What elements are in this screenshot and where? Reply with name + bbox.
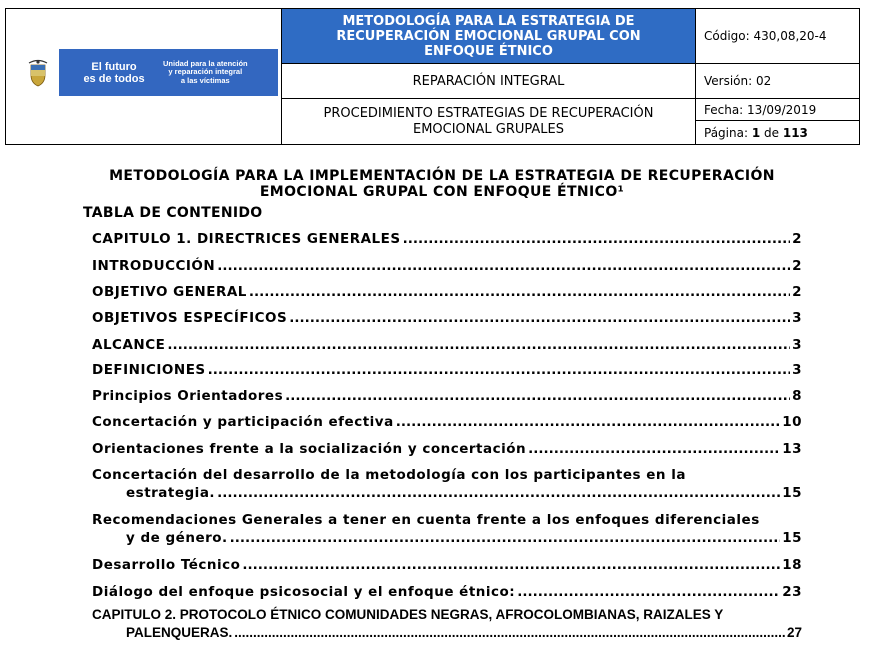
logo-slogan-line1: El futuro [91, 60, 137, 73]
toc-entry-page: 2 [792, 258, 802, 274]
toc-leader-dots [217, 484, 780, 502]
toc-entry-text-cont: estrategia. [126, 485, 216, 501]
toc-entry-text: Orientaciones frente a la socialización y concertación [92, 441, 527, 457]
toc-leader-dots [230, 529, 781, 547]
logo-unit-line3: a las víctimas [180, 75, 230, 85]
toc-entry[interactable] [92, 466, 802, 502]
toc-entry-page: 15 [782, 485, 802, 501]
page-total: 113 [782, 125, 808, 140]
toc-leader-dots [528, 440, 780, 458]
logo-cell [6, 9, 282, 144]
logo-unit-line1: Unidad para la atención [163, 58, 248, 68]
toc-leader-dots [217, 257, 790, 275]
toc-entry[interactable] [92, 511, 802, 547]
toc-entry[interactable] [92, 413, 802, 431]
toc-entry[interactable] [92, 556, 802, 574]
toc-entry[interactable] [92, 583, 802, 601]
toc-entry-text: DEFINICIONES [92, 362, 206, 378]
header-version: Versión: 02 [696, 64, 859, 99]
logo-unit-line2: y reparación integral [168, 67, 243, 77]
toc-entry-text: OBJETIVO GENERAL [92, 284, 247, 300]
toc-leader-dots [403, 230, 790, 248]
toc-entry-page: 23 [782, 584, 802, 600]
toc-leader-dots [396, 413, 781, 431]
header-procedure: PROCEDIMIENTO ESTRATEGIAS DE RECUPERACIÓN EMOCIONAL GRUPALES [282, 99, 696, 144]
toc-leader-dots [234, 624, 785, 642]
toc-entry[interactable] [92, 361, 802, 379]
logo-slogan-line2: es de todos [83, 72, 145, 85]
toc-entry[interactable] [92, 606, 802, 642]
header-date: Fecha: 13/09/2019 [696, 99, 859, 121]
toc-entry[interactable] [92, 336, 802, 354]
toc-entry[interactable] [92, 309, 802, 327]
header-code: Código: 430,08,20-4 [696, 9, 859, 64]
toc-entry-text-cont: PALENQUERAS. [126, 625, 233, 640]
toc-entry-text-cont: y de género. [126, 530, 228, 546]
document-title: METODOLOGÍA PARA LA IMPLEMENTACIÓN DE LA ESTRATEGIA DE RECUPERACIÓN EMOCIONAL GRUPAL CON ENFOQUE ÉTNICO¹ [109, 168, 775, 200]
toc-entry-text: Recomendaciones Generales a tener en cuenta frente a los enfoques diferenciales [92, 512, 760, 528]
toc-entry-text: INTRODUCCIÓN [92, 258, 216, 274]
toc-entry-text: Concertación y participación efectiva [92, 414, 394, 430]
toc-entry-page: 18 [782, 557, 802, 573]
toc-entry[interactable] [92, 257, 802, 275]
coat-of-arms-icon [16, 49, 59, 96]
toc-entry-text: Desarrollo Técnico [92, 557, 241, 573]
toc-entry[interactable] [92, 440, 802, 458]
toc-entry-page: 2 [792, 231, 802, 247]
toc-entry-page: 2 [792, 284, 802, 300]
page-of: de [764, 125, 780, 140]
toc-entry-page: 3 [792, 362, 802, 378]
header-page [696, 121, 859, 144]
toc-entry-page: 10 [782, 414, 802, 430]
toc-entry-text: Concertación del desarrollo de la metodología con los participantes en la [92, 467, 686, 483]
toc-entry-page: 15 [782, 530, 802, 546]
document-header [5, 8, 860, 145]
logo-unit-name [157, 60, 248, 86]
toc-entry-page: 27 [786, 625, 802, 640]
toc-entry-text: OBJETIVOS ESPECÍFICOS [92, 310, 288, 326]
toc-entry-page: 3 [792, 337, 802, 353]
logo-slogan [59, 61, 157, 85]
toc-entry-text: CAPITULO 1. DIRECTRICES GENERALES [92, 231, 401, 247]
toc-entry-text: CAPITULO 2. PROTOCOLO ÉTNICO COMUNIDADES NEGRAS, AFROCOLOMBIANAS, RAIZALES Y [92, 607, 724, 622]
toc-leader-dots [242, 556, 780, 574]
page-current: 1 [751, 125, 761, 140]
toc-entry-page: 8 [792, 388, 802, 404]
toc-entry[interactable] [92, 387, 802, 405]
toc-leader-dots [517, 583, 780, 601]
page-prefix: Página: [704, 125, 749, 140]
toc-leader-dots [167, 336, 790, 354]
toc-leader-dots [208, 361, 790, 379]
toc-entry-text: ALCANCE [92, 337, 166, 353]
toc-leader-dots [285, 387, 790, 405]
header-title: METODOLOGÍA PARA LA ESTRATEGIA DE RECUPERACIÓN EMOCIONAL GRUPAL CON ENFOQUE ÉTNICO [282, 9, 696, 64]
toc-leader-dots [289, 309, 790, 327]
toc-entry[interactable] [92, 230, 802, 248]
toc-entry-page: 3 [792, 310, 802, 326]
toc-entry-page: 13 [782, 441, 802, 457]
institution-logo [16, 49, 278, 96]
toc-entry-text: Principios Orientadores [92, 388, 284, 404]
toc-entry[interactable] [92, 283, 802, 301]
toc-heading: TABLA DE CONTENIDO [83, 205, 263, 221]
toc-leader-dots [249, 283, 790, 301]
toc-entry-text: Diálogo del enfoque psicosocial y el enfoque étnico: [92, 584, 516, 600]
header-process: REPARACIÓN INTEGRAL [282, 64, 696, 99]
